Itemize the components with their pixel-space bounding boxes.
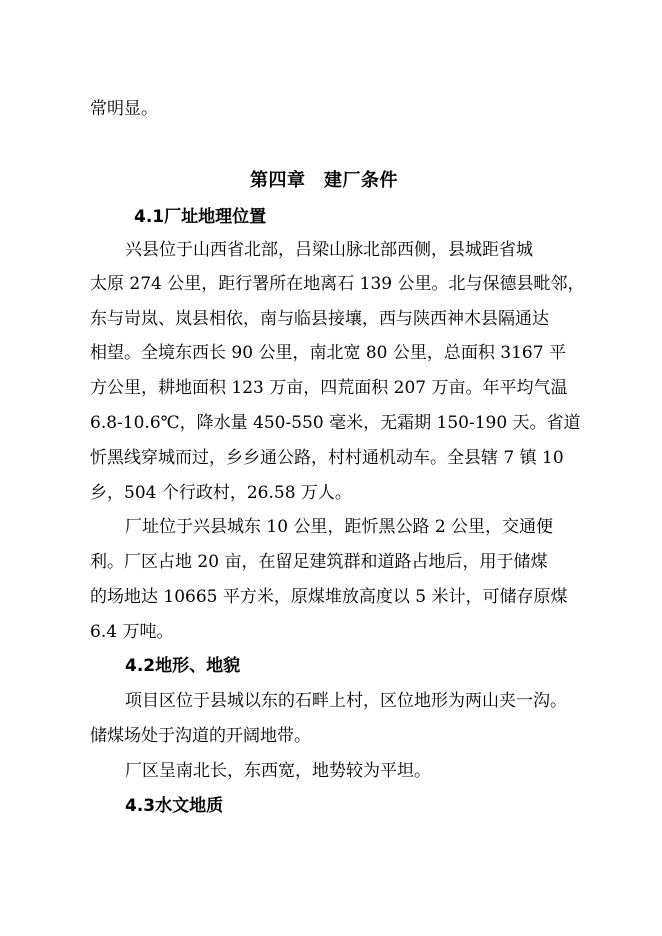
text-line: 6.8-10.6℃，降水量 450-550 毫米，无霜期 150-190 天。省道 — [90, 413, 581, 433]
text-line: 忻黑线穿城而过，乡乡通公路，村村通机动车。全县辖 7 镇 10 — [90, 448, 564, 468]
text-line: 厂区呈南北长，东西宽，地势较为平坦。 — [125, 761, 431, 781]
text-line: 方公里，耕地面积 123 万亩，四荒面积 207 万亩。年平均气温 — [90, 378, 568, 398]
chapter-heading: 第四章 建厂条件 — [250, 170, 398, 191]
text-line: 利。厂区占地 20 亩，在留足建筑群和道路占地后，用于储煤 — [90, 552, 548, 572]
text-line: 的场地达 10665 平方米，原煤堆放高度以 5 米计，可储存原煤 — [90, 587, 568, 607]
text-line: 6.4 万吨。 — [90, 622, 174, 642]
section-heading: 4.3水文地质 — [125, 796, 224, 816]
section-heading: 4.2地形、地貌 — [125, 656, 241, 676]
text-line: 太原 274 公里，距行署所在地离石 139 公里。北与保德县毗邻， — [90, 274, 585, 294]
section-heading: 4.1厂址地理位置 — [134, 207, 267, 227]
text-line: 项目区位于县城以东的石畔上村，区位地形为两山夹一沟。 — [125, 691, 567, 711]
text-line: 兴县位于山西省北部，吕梁山脉北部西侧，县城距省城 — [125, 240, 533, 260]
text-line: 乡，504 个行政村，26.58 万人。 — [90, 483, 352, 503]
text-line: 厂址位于兴县城东 10 公里，距忻黑公路 2 公里，交通便 — [125, 517, 554, 537]
text-line: 相望。全境东西长 90 公里，南北宽 80 公里，总面积 3167 平 — [90, 343, 566, 363]
text-line: 储煤场处于沟道的开阔地带。 — [90, 726, 311, 746]
text-line: 东与岢岚、岚县相依，南与临县接壤，西与陕西神木县隔通达 — [90, 309, 549, 329]
text-line: 常明显。 — [90, 99, 158, 119]
